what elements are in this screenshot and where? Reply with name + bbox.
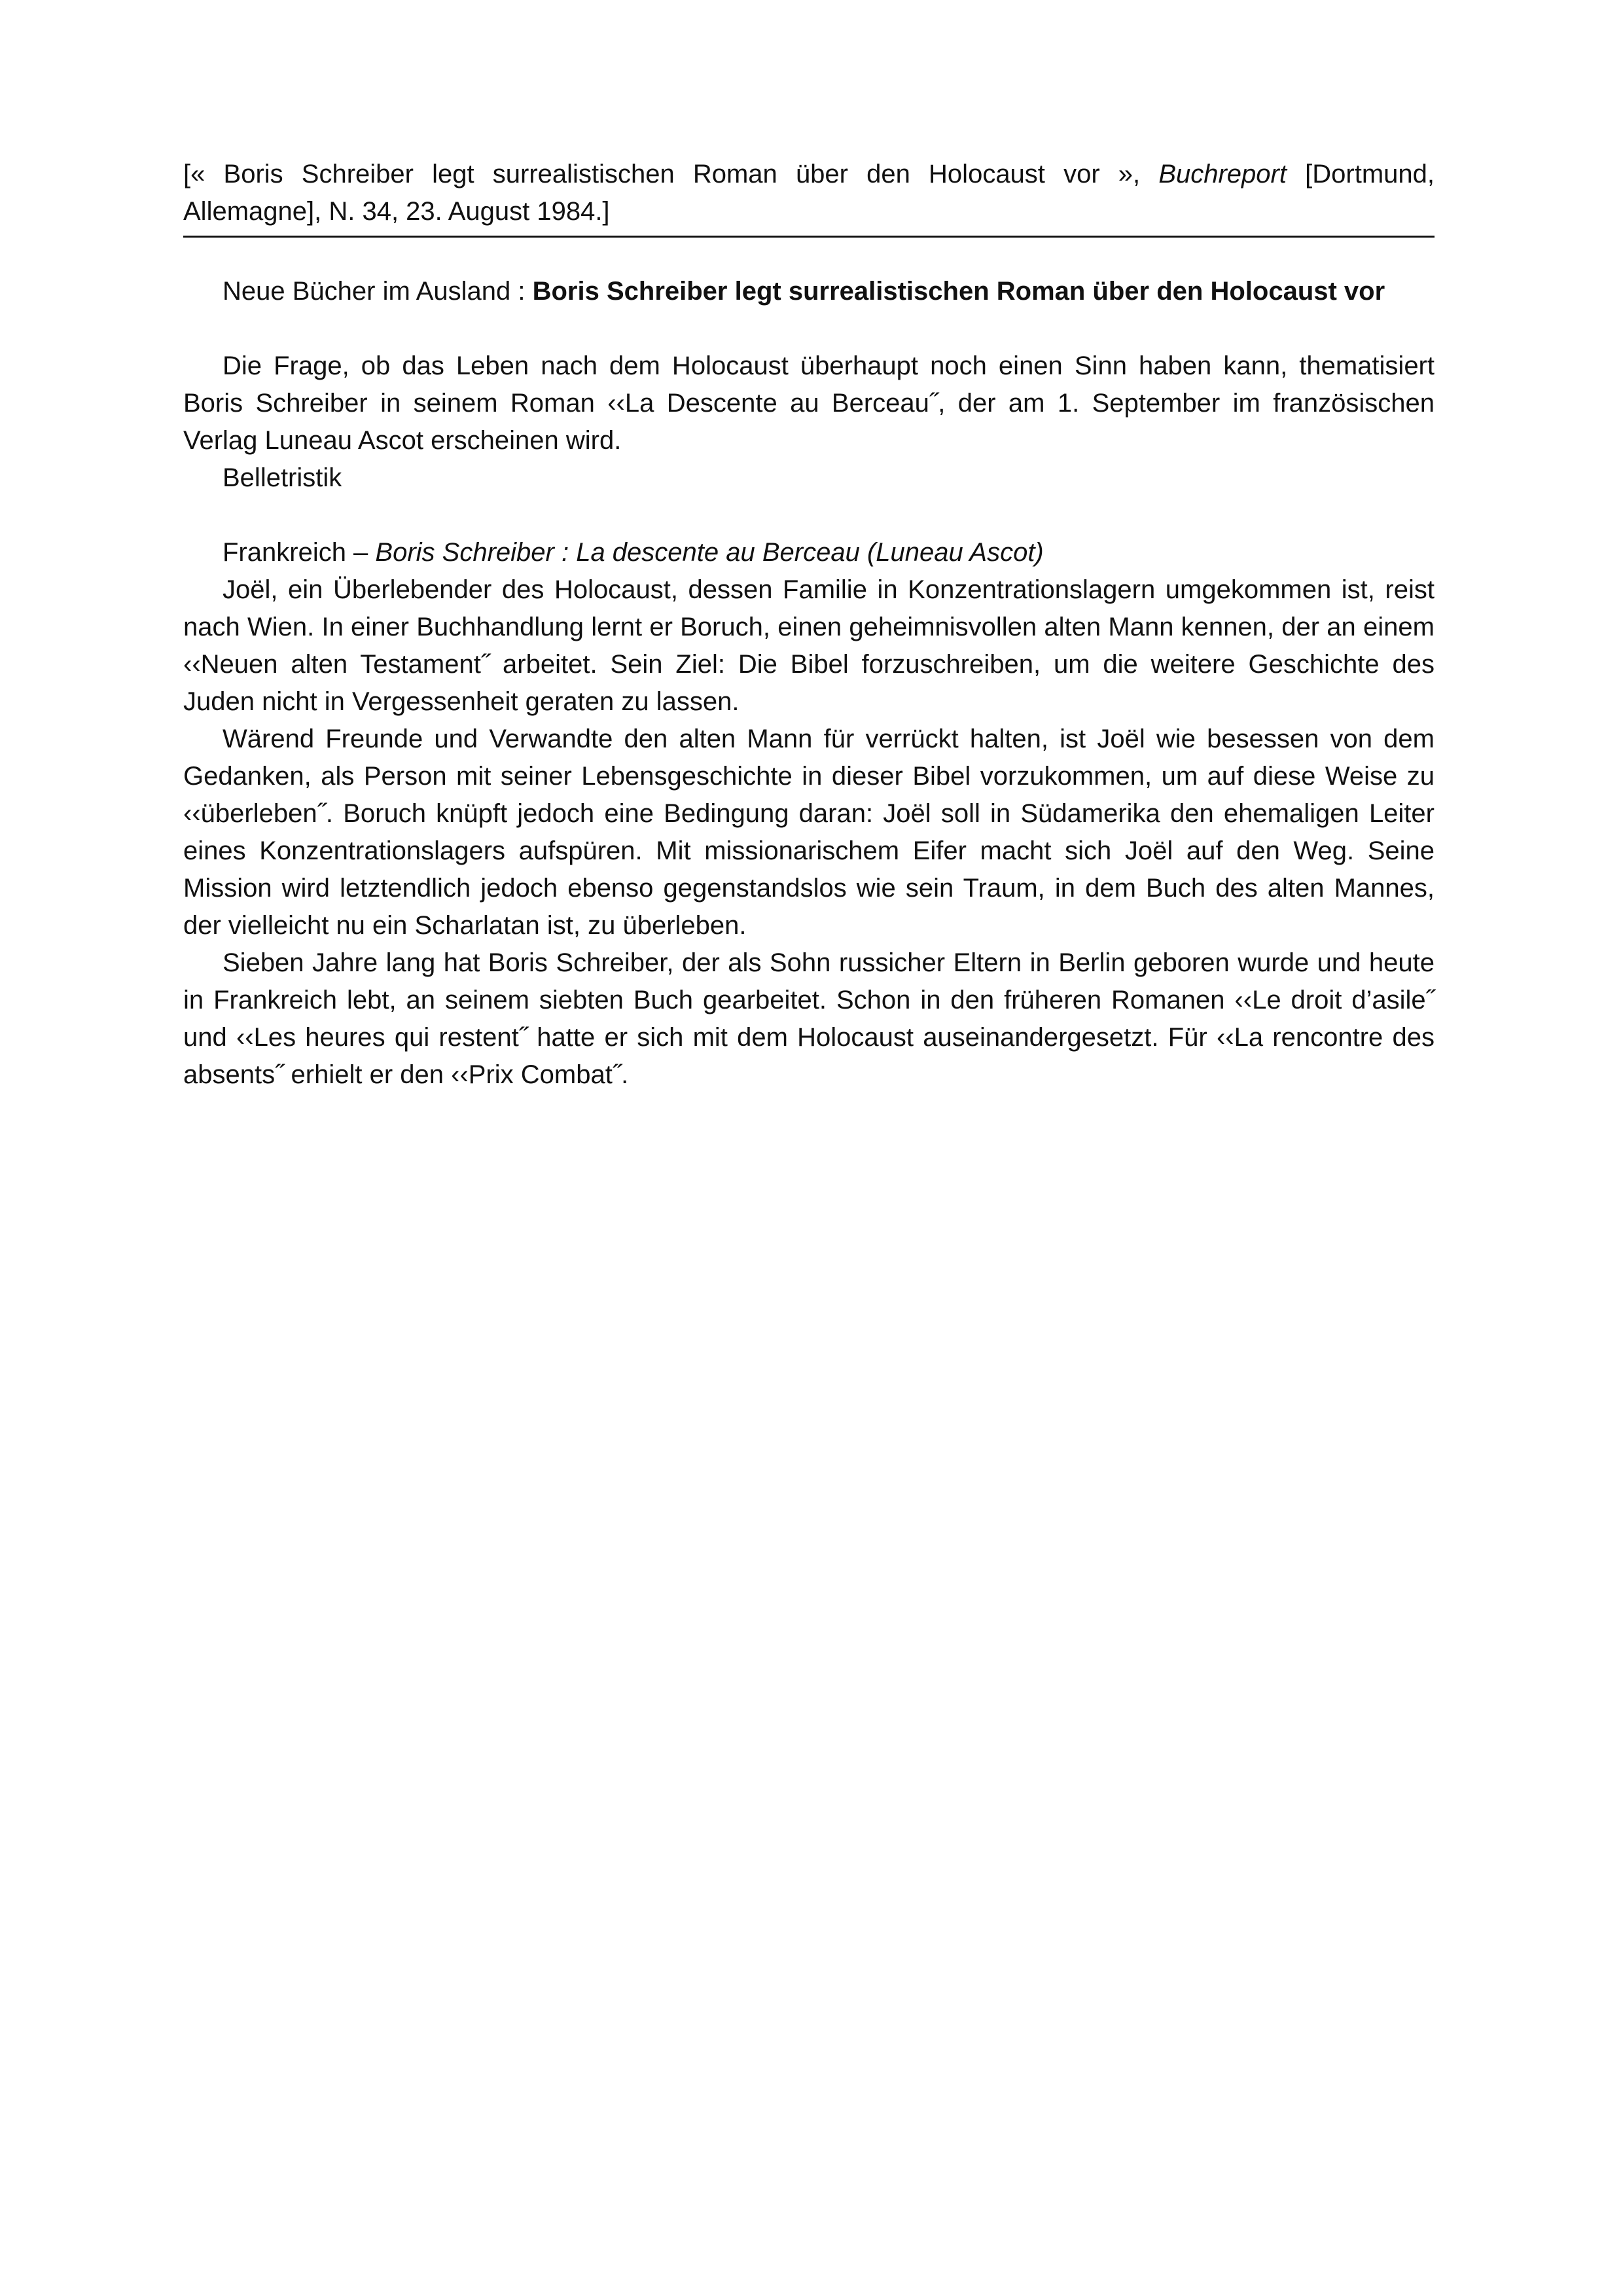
review-book-title: Boris Schreiber : La descente au Berceau (Luneau Ascot) <box>375 538 1044 567</box>
document-content <box>183 156 1435 1094</box>
category-label: Belletristik <box>223 463 342 492</box>
body-paragraph-1: Joël, ein Überlebender des Holocaust, dessen Familie in Konzentrationslagern umgekommen ist, reist nach Wien. In einer Buchhandlung lernt er Boruch, einen geheimnisvollen alten Mann kennen, der an einem ‹‹Neuen alten Testament˝ arbeitet. Sein Ziel: Die Bibel forzuschreiben, um die weitere Geschichte des Juden nicht in Vergessenheit geraten zu lassen. <box>183 575 1435 716</box>
article-headline <box>183 273 1435 310</box>
headline-title: Boris Schreiber legt surrealistischen Roman über den Holocaust vor <box>532 277 1385 306</box>
source-citation <box>183 156 1435 238</box>
review-country: Frankreich – <box>223 538 376 567</box>
intro-paragraph: Die Frage, ob das Leben nach dem Holocaust überhaupt noch einen Sinn haben kann, thematisiert Boris Schreiber in seinem Roman ‹‹La Descente au Berceau˝, der am 1. September im französischen Verlag Luneau Ascot erscheinen wird. <box>183 351 1435 455</box>
review-heading <box>183 534 1435 571</box>
headline-section-label: Neue Bücher im Ausland : <box>223 277 533 306</box>
source-citation-prefix: [« Boris Schreiber legt surrealistischen Roman über den Holocaust vor », <box>183 160 1159 188</box>
body-paragraph-2: Wärend Freunde und Verwandte den alten Mann für verrückt halten, ist Joël wie besessen von dem Gedanken, als Person mit seiner Lebensgeschichte in dieser Bibel vorzukommen, um auf diese Weise zu ‹‹überleben˝. Boruch knüpft jedoch eine Bedingung daran: Joël soll in Südamerika den ehemaligen Leiter eines Konzentrationslagers aufspüren. Mit missionarischem Eifer macht sich Joël auf den Weg. Seine Mission wird letztendlich jedoch ebenso gegenstandslos wie sein Traum, in dem Buch des alten Mannes, der vielleicht nu ein Scharlatan ist, zu überleben. <box>183 725 1435 940</box>
body-paragraph-3: Sieben Jahre lang hat Boris Schreiber, der als Sohn russicher Eltern in Berlin geboren wurde und heute in Frankreich lebt, an seinem siebten Buch gearbeitet. Schon in den früheren Romanen ‹‹Le droit d’asile˝ und ‹‹Les heures qui restent˝ hatte er sich mit dem Holocaust auseinandergesetzt. Für ‹‹La rencontre des absents˝ erhielt er den ‹‹Prix Combat˝. <box>183 948 1435 1089</box>
source-citation-suffix: [Dortmund, Allemagne], N. 34, 23. August 1984.] <box>183 160 1435 226</box>
source-journal-name: Buchreport <box>1158 160 1287 188</box>
